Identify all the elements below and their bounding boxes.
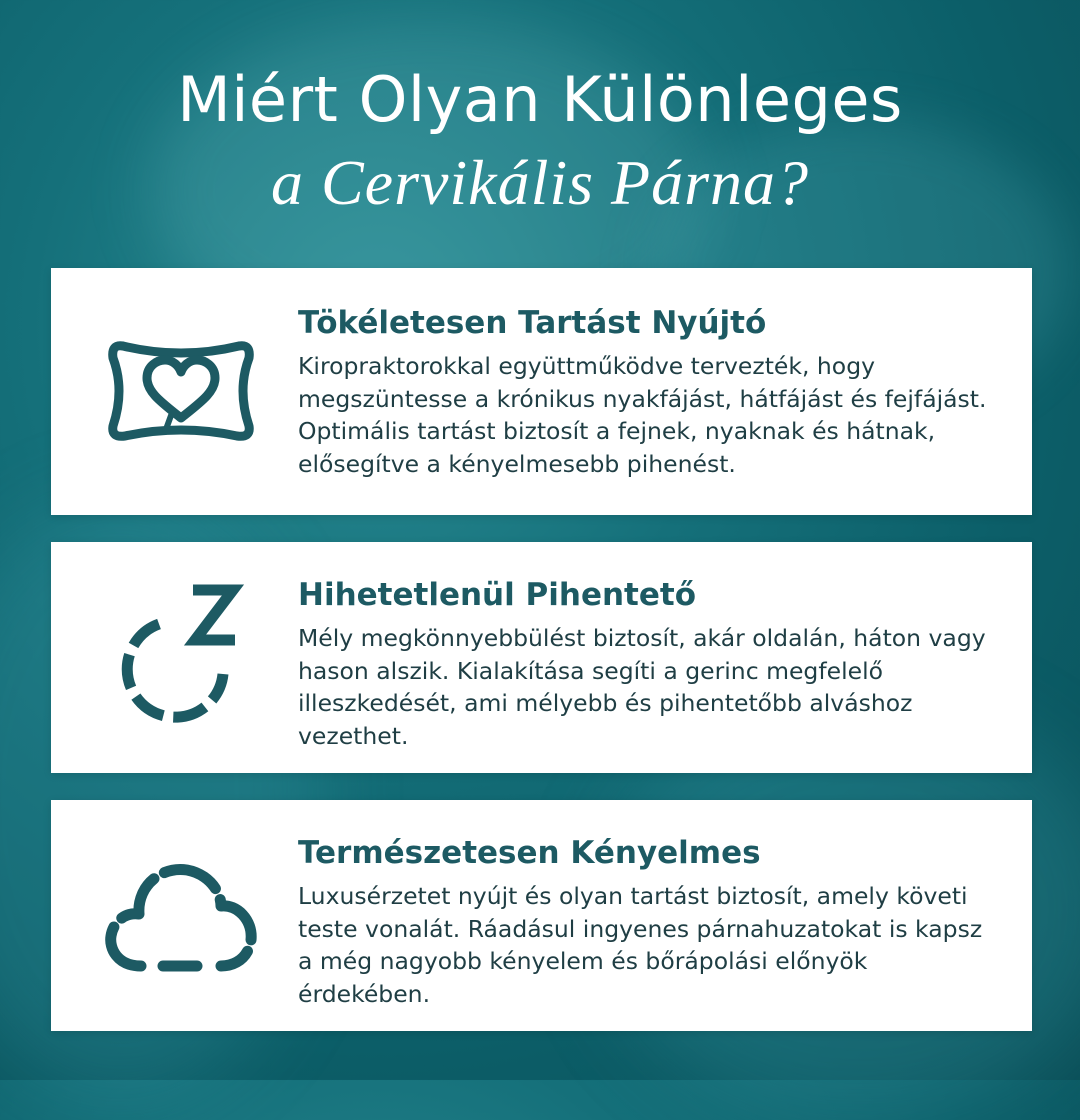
feature-description: Luxusérzetet nyújt és olyan tartást biztosít, amely követi teste vonalát. Ráadásul ingyenes párnahuzatokat is kapsz a még nagyobb kényelem és bőrápolási előnyök érdekében. (298, 882, 983, 1008)
feature-description: Mély megkönnyebbülést biztosít, akár oldalán, háton vagy hason alszik. Kialakítása segíti a gerinc megfelelő illeszkedését, ami mélyebb és pihentetőbb alváshoz vezethet. (298, 624, 986, 750)
sleep-z-icon (101, 578, 261, 738)
feature-title: Tökéletesen Tartást Nyújtó (298, 305, 767, 341)
feature-card-comfort (51, 800, 1032, 1031)
feature-title: Természetesen Kényelmes (298, 835, 761, 871)
cloud-icon (101, 836, 261, 996)
feature-description: Kiropraktorokkal együttműködve tervezték, hogy megszüntesse a krónikus nyakfájást, hátfájást és fejfájást. Optimális tartást biztosít a fejnek, nyaknak és hátnak, elősegítve a kényelmesebb pihenést. (298, 352, 987, 478)
feature-card-restful (51, 542, 1032, 773)
pillow-heart-icon (101, 310, 261, 470)
headline (0, 58, 1080, 222)
headline-line-1: Miért Olyan Különleges (177, 63, 903, 136)
feature-card-support (51, 268, 1032, 515)
feature-title: Hihetetlenül Pihentető (298, 577, 697, 613)
headline-line-2: a Cervikális Párna? (270, 147, 810, 218)
